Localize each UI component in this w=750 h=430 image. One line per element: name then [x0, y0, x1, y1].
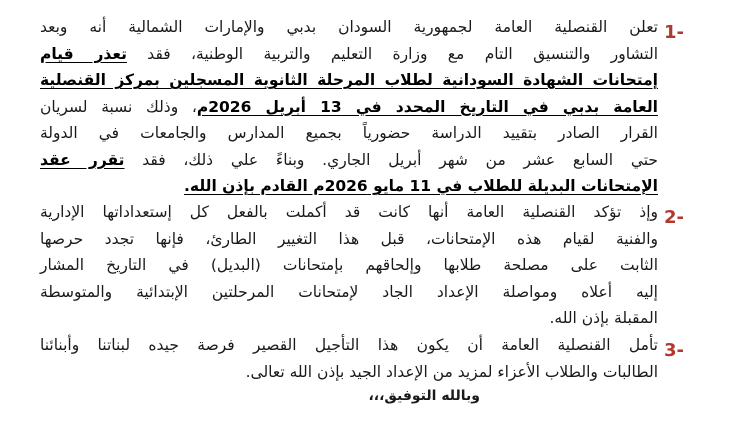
body-text: حتي السابع عشر من شهر أبريل الجاري. وبناءً علي ذلك، فقد — [124, 150, 659, 169]
text-line — [40, 67, 658, 94]
text-line — [40, 226, 658, 253]
emphasis-text: إمتحانات الشهادة السودانية لطلاب المرحلة الثانوية المسجلين بمركز القنصلية — [40, 71, 658, 89]
body-text: الطالبات والطلاب الأعزاء لمزيد من الإعداد الجيد بإذن الله تعالى. — [245, 362, 658, 381]
body-text: والفنية لقيام هذه الإمتحانات، قبل هذا التغيير الطارئ، فإنها تجدد حرصها — [40, 229, 658, 248]
item-number-3: 3- — [664, 340, 684, 361]
announcement-item-2 — [40, 199, 658, 332]
emphasis-text: العامة بدبي في التاريخ المحدد في 13 أبريل 2026م — [196, 97, 658, 116]
text-line — [40, 252, 658, 279]
body-text: تأمل القنصلية العامة أن يكون هذا التأجيل القصير فرصة جيده لبناتنا وأبنائنا — [40, 336, 658, 354]
body-text: الثابت على مصلحة طلابها وإلحاقهم بإمتحانات (البديل) في التاريخ المشار — [40, 256, 658, 274]
body-text: إليه أعلاه ومواصلة الإعداد الجاد لإمتحانات المرحلتين الإبتدائية والمتوسطة — [40, 282, 658, 301]
announcement-item-1 — [40, 14, 658, 200]
text-line — [40, 120, 658, 147]
text-line — [40, 279, 658, 306]
text-line — [40, 41, 658, 68]
body-text: وإذ تؤكد القنصلية العامة أنها كانت قد أكملت بالفعل كل إستعداداتها الإدارية — [40, 203, 658, 221]
body-text: المقبلة بإذن الله. — [549, 309, 658, 327]
body-text: ، وذلك نسبة لسريان — [40, 97, 197, 116]
text-line — [40, 332, 658, 359]
body-text: التشاور والتنسيق التام مع وزارة التعليم والتربية الوطنية، فقد — [126, 44, 658, 63]
body-text: تعلن القنصلية العامة لجمهورية السودان بدبي والإمارات الشمالية أنه وبعد — [40, 18, 658, 36]
closing-signoff: وبالله التوفيق،،، — [368, 388, 480, 404]
text-line — [40, 305, 658, 332]
emphasis-text: الإمتحانات البديلة للطلاب في 11 مايو 2026م القادم بإذن الله. — [184, 177, 658, 195]
announcement-item-3 — [40, 332, 658, 385]
item-number-1: 1- — [664, 22, 684, 43]
text-line — [40, 94, 658, 121]
text-line — [40, 199, 658, 226]
emphasis-text: تعذر قيام — [40, 44, 127, 63]
emphasis-text: تقرر عقد — [40, 150, 125, 169]
text-line — [40, 14, 658, 41]
text-line — [40, 173, 658, 200]
body-text: القرار الصادر بتقييد الدراسة حضورياً بجميع المدارس والجامعات في الدولة — [40, 124, 658, 142]
text-line — [40, 147, 658, 174]
text-line — [40, 359, 658, 386]
item-number-2: 2- — [664, 207, 684, 228]
